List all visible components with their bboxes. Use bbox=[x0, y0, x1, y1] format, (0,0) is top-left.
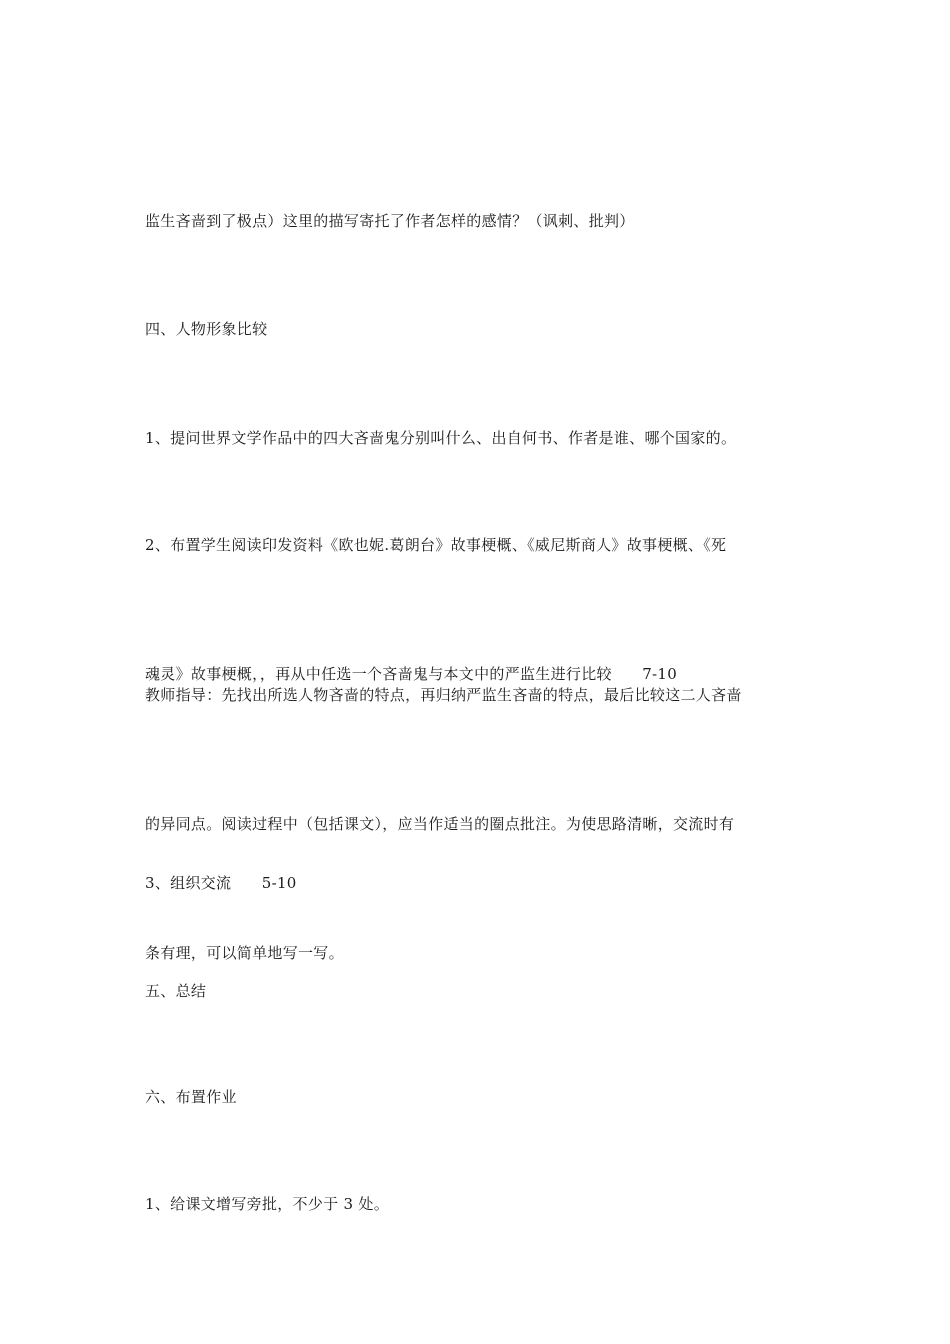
text-line: 教师指导：先找出所选人物吝啬的特点，再归纳严监生吝啬的特点，最后比较这二人吝啬 bbox=[145, 686, 742, 704]
text-line: 1、给课文增写旁批，不少于 3 处。 bbox=[145, 1195, 390, 1213]
heading-text: 四、人物形象比较 bbox=[145, 320, 268, 338]
text-line: 1、提问世界文学作品中的四大吝啬鬼分别叫什么、出自何书、作者是谁、哪个国家的。 bbox=[145, 429, 737, 447]
text-line: 3、组织交流 5-10 bbox=[145, 874, 297, 892]
heading-text: 六、布置作业 bbox=[145, 1088, 237, 1106]
text-line: 条有理，可以简单地写一写。 bbox=[145, 944, 344, 962]
paragraph-homework-item-1 bbox=[145, 1097, 805, 1312]
text-line: 监生吝啬到了极点）这里的描写寄托了作者怎样的感情？（讽刺、批判） bbox=[145, 212, 635, 230]
text-line: 魂灵》故事梗概，，再从中任选一个吝啬鬼与本文中的严监生进行比较 7-10 bbox=[145, 665, 678, 683]
heading-text: 五、总结 bbox=[145, 982, 207, 1000]
text-line: 的异同点。阅读过程中（包括课文），应当作适当的圈点批注。为使思路清晰，交流时有 bbox=[145, 815, 735, 833]
text-line: 2、布置学生阅读印发资料《欧也妮.葛朗台》故事梗概、《威尼斯商人》故事梗概、《死 bbox=[145, 536, 727, 554]
